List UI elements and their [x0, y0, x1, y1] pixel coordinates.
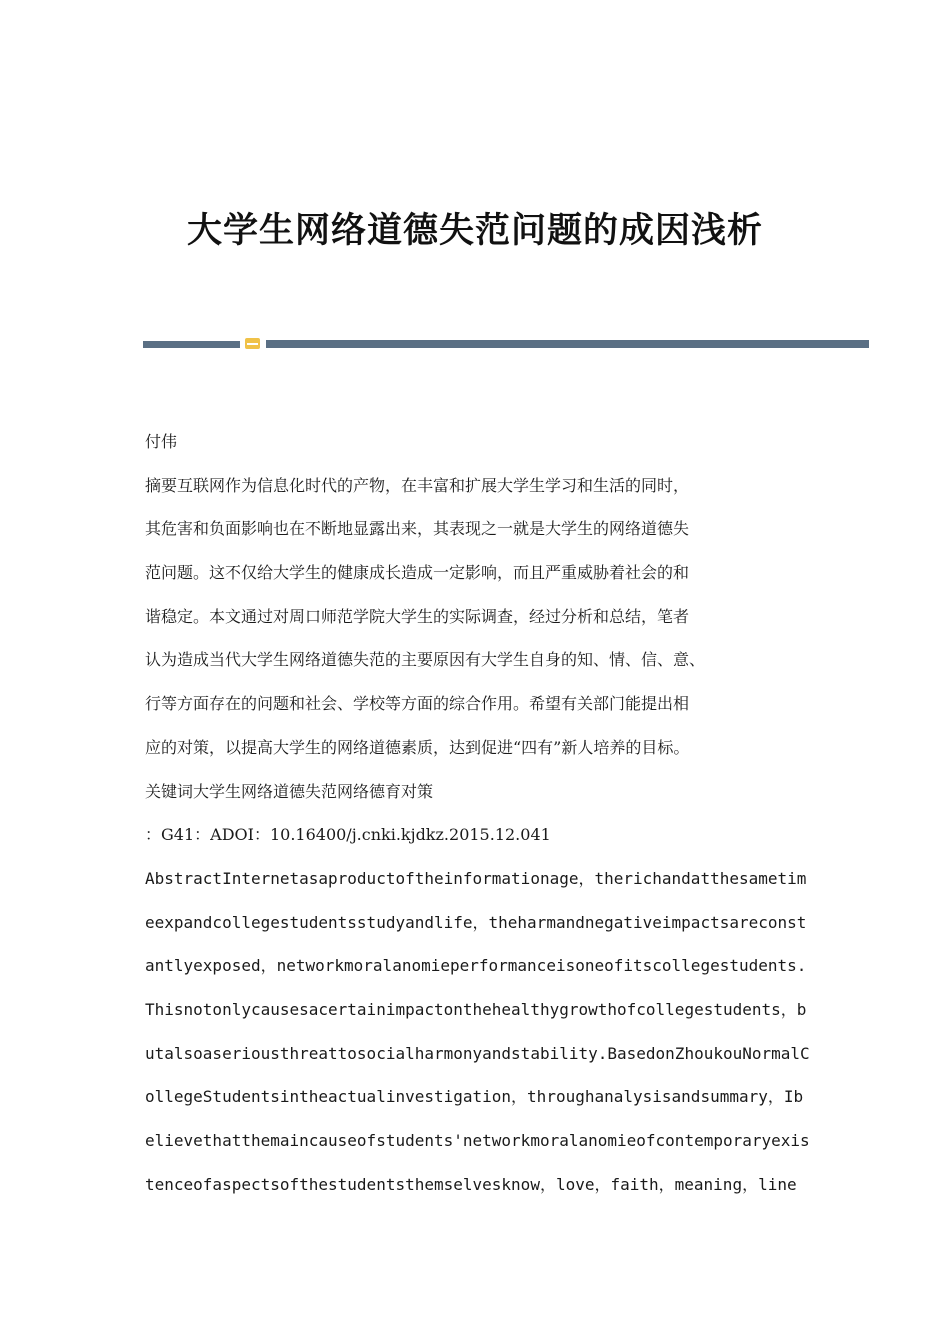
abstract-cn-line: 其危害和负面影响也在不断地显露出来，其表现之一就是大学生的网络道德失: [145, 519, 690, 539]
keywords: 关键词大学生网络道德失范网络德育对策: [145, 781, 434, 801]
abstract-cn-line: 摘要互联网作为信息化时代的产物，在丰富和扩展大学生学习和生活的同时，: [145, 475, 690, 495]
abstract-en-line: antlyexposed，networkmoralanomieperformanceisoneofitscollegestudents.: [145, 956, 807, 976]
classification-doi: ：G41：ADOI：10.16400/j.cnki.kjdkz.2015.12.041: [145, 825, 551, 845]
divider-emblem-icon: [245, 338, 260, 349]
divider-bar-right: [266, 340, 869, 348]
document-title: 大学生网络道德失范问题的成因浅析: [186, 211, 763, 251]
abstract-cn-line: 谐稳定。本文通过对周口师范学院大学生的实际调查，经过分析和总结，笔者: [145, 606, 690, 626]
author: 付伟: [145, 432, 178, 451]
title-divider: [143, 338, 869, 350]
abstract-en-line: AbstractInternetasaproductoftheinformationage，therichandatthesametim: [145, 868, 807, 888]
abstract-english: [145, 857, 815, 1207]
divider-bar-left: [143, 341, 240, 348]
abstract-chinese: [145, 464, 815, 770]
abstract-en-line: eexpandcollegestudentsstudyandlife，theharmandnegativeimpactsareconst: [145, 912, 807, 932]
abstract-cn-line: 范问题。这不仅给大学生的健康成长造成一定影响，而且严重威胁着社会的和: [145, 563, 690, 583]
abstract-cn-line: 行等方面存在的问题和社会、学校等方面的综合作用。希望有关部门能提出相: [145, 694, 690, 714]
abstract-cn-line: 认为造成当代大学生网络道德失范的主要原因有大学生自身的知、情、信、意、: [145, 650, 706, 670]
abstract-en-line: elievethatthemaincauseofstudents'networkmoralanomieofcontemporaryexis: [145, 1131, 810, 1150]
abstract-cn-line: 应的对策，以提高大学生的网络道德素质，达到促进“四有”新人培养的目标。: [145, 737, 690, 757]
abstract-en-line: ollegeStudentsintheactualinvestigation，throughanalysisandsummary，Ib: [145, 1087, 804, 1107]
abstract-en-line: Thisnotonlycausesacertainimpactonthehealthygrowthofcollegestudents，b: [145, 999, 807, 1019]
abstract-en-line: tenceofaspectsofthestudentsthemselvesknow，love，faith，meaning，line: [145, 1174, 797, 1194]
document-body: [145, 420, 815, 1206]
abstract-en-line: utalsoaseriousthreattosocialharmonyandstability.BasedonZhoukouNormalC: [145, 1043, 810, 1063]
